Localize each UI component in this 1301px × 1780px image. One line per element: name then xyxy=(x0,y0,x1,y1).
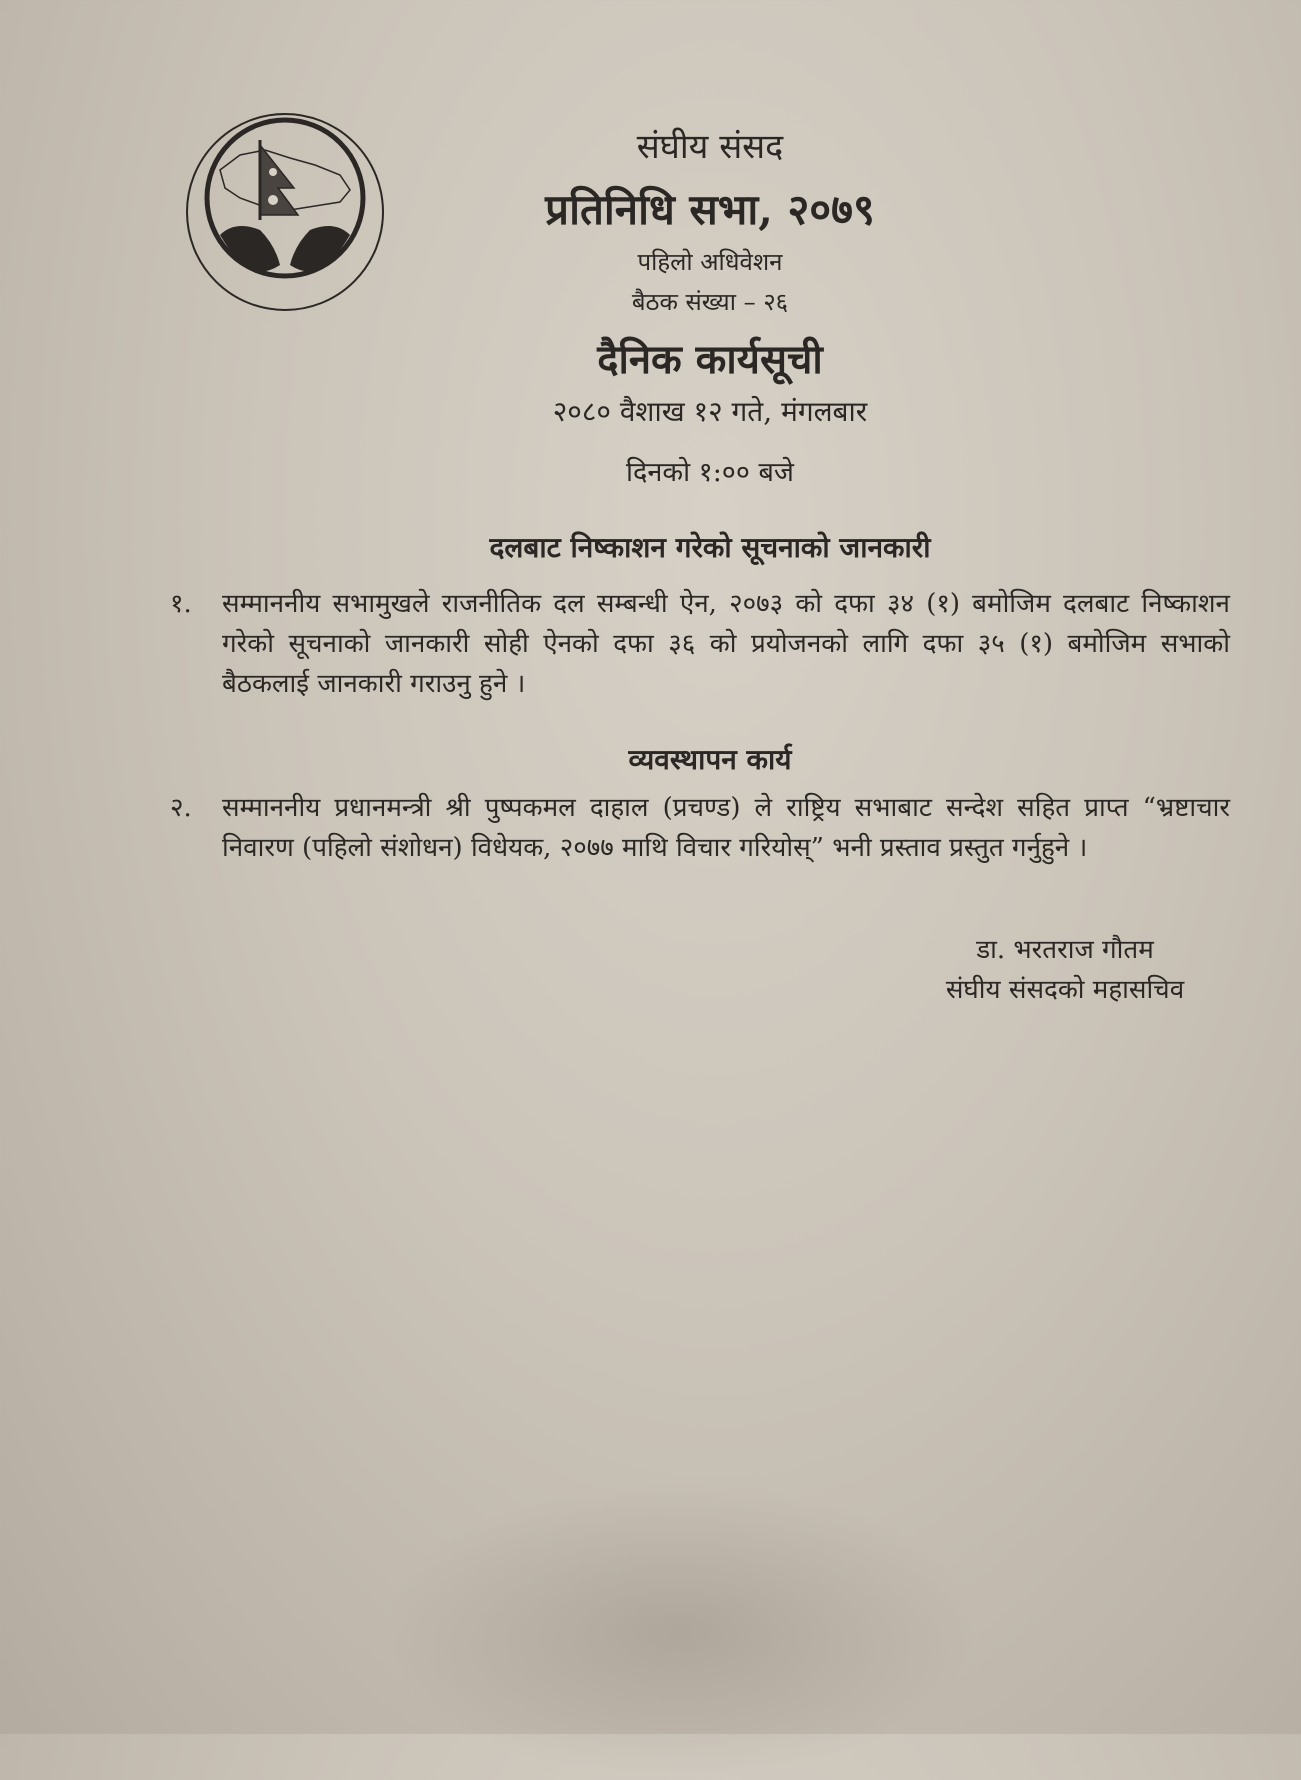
agenda-time: दिनको १:०० बजे xyxy=(626,457,794,488)
agenda-date: २०८० वैशाख १२ गते, मंगलबार xyxy=(552,395,868,428)
sitting-number: बैठक संख्या – २६ xyxy=(631,288,789,316)
section-heading-expulsion-notice: दलबाट निष्काशन गरेको सूचनाको जानकारी xyxy=(489,531,931,564)
paper-shadow xyxy=(380,1480,980,1780)
item-number: २. xyxy=(170,793,192,823)
agenda-title: दैनिक कार्यसूची xyxy=(597,336,823,383)
section-heading-legislative-business: व्यवस्थापन कार्य xyxy=(628,743,792,776)
agenda-item xyxy=(170,788,1230,868)
house-title: प्रतिनिधि सभा, २०७९ xyxy=(545,185,875,234)
item-text: सम्माननीय प्रधानमन्त्री श्री पुष्पकमल दाहाल (प्रचण्ड) ले राष्ट्रिय सभाबाट सन्देश सहित प्राप्त “भ्रष्टाचार निवारण (पहिलो संशोधन) विधेयक, २०७७ माथि विचार गरियोस्” भनी प्रस्ताव प्रस्तुत गर्नुहुने । xyxy=(222,793,1230,863)
session-label: पहिलो अधिवेशन xyxy=(637,248,783,276)
signatory-title: संघीय संसदको महासचिव xyxy=(945,975,1185,1005)
item-number: १. xyxy=(170,589,192,619)
item-text: सम्माननीय सभामुखले राजनीतिक दल सम्बन्धी ऐन, २०७३ को दफा ३४ (१) बमोजिम दलबाट निष्काशन गरेको सूचनाको जानकारी सोही ऐनको दफा ३६ को प्रयोजनको लागि दफा ३५ (१) बमोजिम सभाको बैठकलाई जानकारी गराउनु हुने । xyxy=(222,589,1230,699)
parliament-name: संघीय संसद xyxy=(636,127,784,167)
agenda-item xyxy=(170,584,1230,704)
parliament-emblem-icon xyxy=(180,110,390,315)
signatory-name: डा. भरतराज गौतम xyxy=(976,935,1154,965)
